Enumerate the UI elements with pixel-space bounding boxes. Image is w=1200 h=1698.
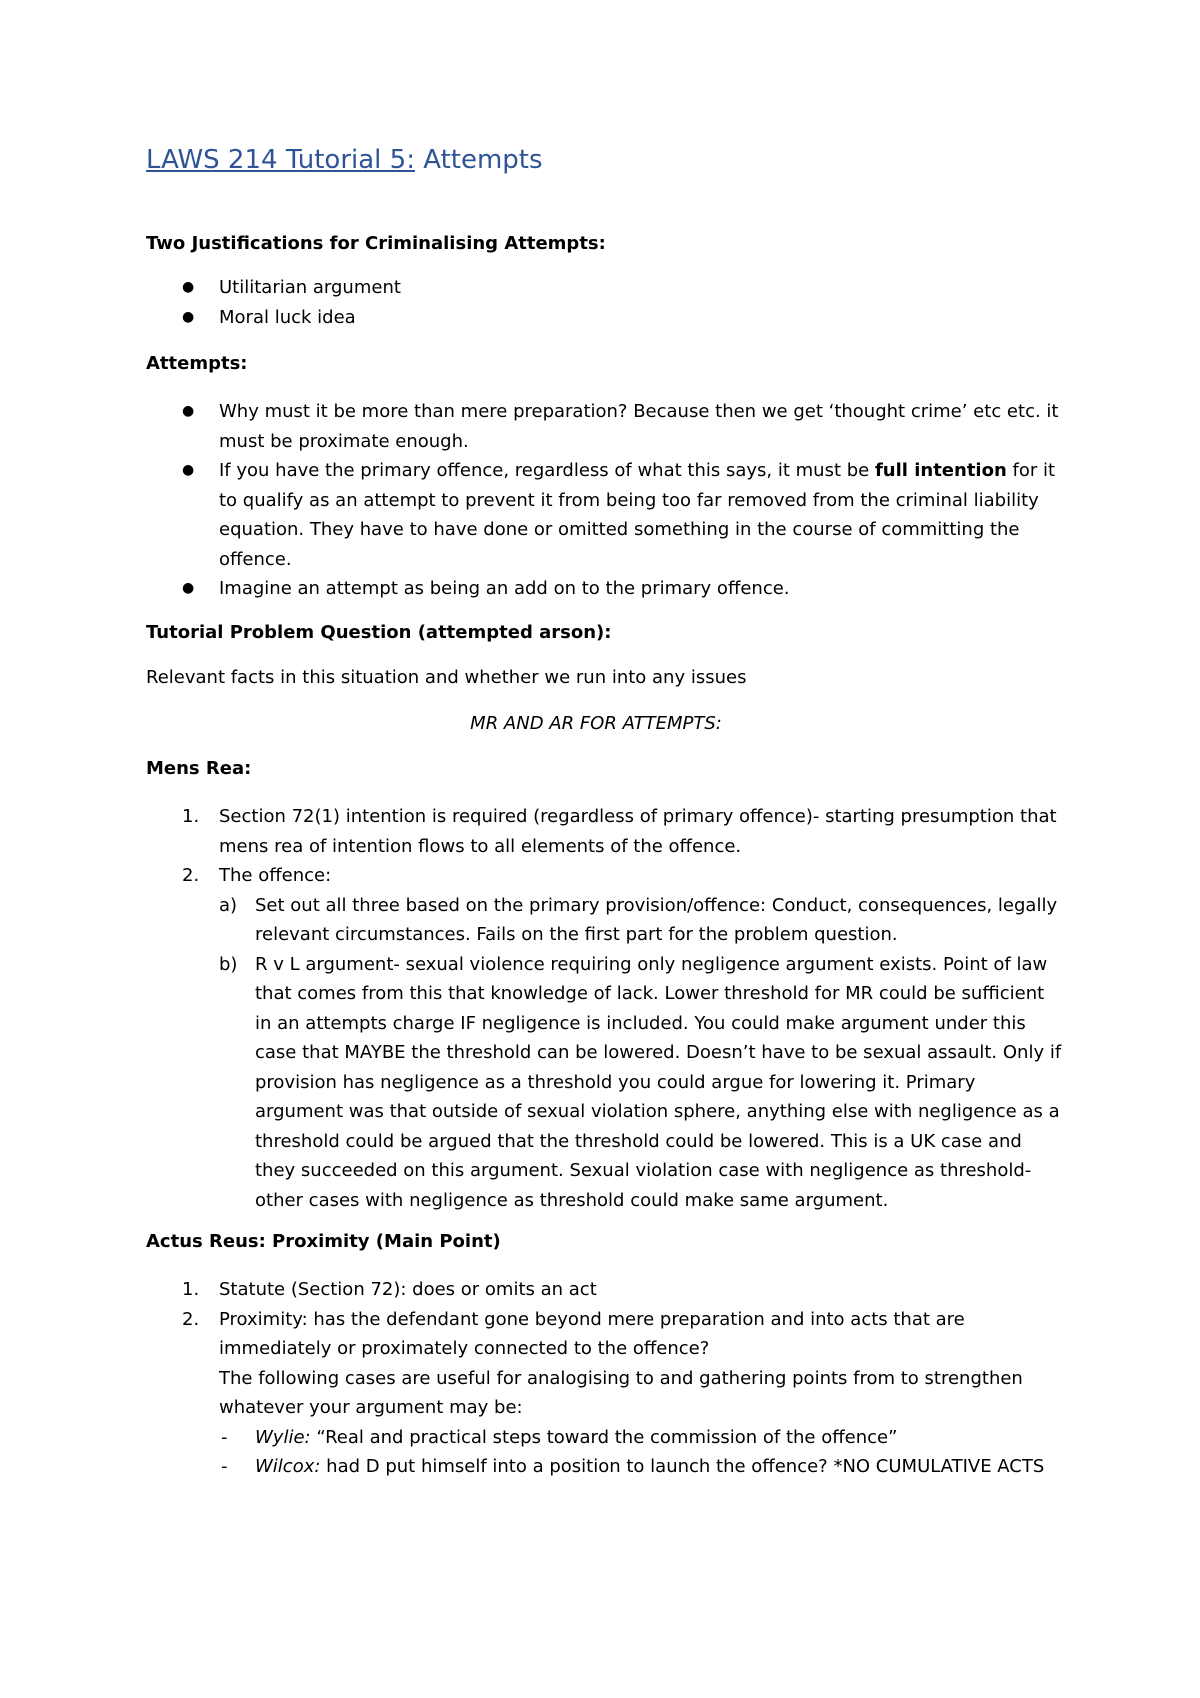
attempts-list	[146, 397, 1066, 604]
attempts-section	[146, 352, 1066, 604]
bullet-icon: ●	[182, 462, 195, 478]
list-item: ● Moral luck idea	[146, 303, 1066, 333]
mens-rea-section	[146, 757, 1066, 1215]
bullet-icon: ●	[182, 580, 195, 596]
actus-reus-list	[146, 1275, 1066, 1482]
attempts-heading: Attempts:	[146, 353, 248, 374]
justifications-heading: Two Justifications for Criminalising Attempts:	[146, 233, 606, 254]
list-item: 2. The offence:	[182, 865, 332, 886]
mrar-section	[146, 712, 1066, 736]
list-item: b) R v L argument- sexual violence requiring only negligence argument exists. Point of law that comes from this that knowledge of lack. Lower threshold for MR could be sufficient in an attempts charge IF negligence is included. You could make argument under this case that MAYBE the threshold can be lowered. Doesn’t have to be sexual assault. Only if provision has negligence as a threshold you could argue for lowering it. Primary argument was that outside of sexual violation sphere, anything else with negligence as a threshold could be argued that the threshold could be lowered. This is a UK case and they succeeded on this argument. Sexual violation case with negligence as threshold- other cases with negligence as threshold could make same argument.	[219, 953, 1062, 1211]
list-item: 2. Proximity: has the defendant gone beyond mere preparation and into acts that are immediately or proximately connected to the offence? The following cases are useful for analogising to and gathering points from to strengthen whatever your argument may be:	[182, 1308, 1023, 1418]
title-rest: Attempts	[414, 145, 543, 175]
bullet-icon: ●	[182, 403, 195, 419]
list-item: ● If you have the primary offence, regardless of what this says, it must be full intention for it to qualify as an attempt to prevent it from being too far removed from the criminal liability equation. They have to have done or omitted something in the course of committing the offence.	[146, 456, 1066, 574]
list-item: 1. Statute (Section 72): does or omits an act	[182, 1279, 597, 1300]
title-underlined: LAWS 214 Tutorial 5:	[146, 145, 415, 175]
page-title	[146, 145, 543, 175]
tutorial-section	[146, 621, 1066, 690]
actus-reus-heading: Actus Reus: Proximity (Main Point)	[146, 1231, 501, 1252]
list-item: - Wilcox: had D put himself into a position to launch the offence? *NO CUMULATIVE ACTS	[221, 1456, 1045, 1477]
list-item: ● Why must it be more than mere preparation? Because then we get ‘thought crime’ etc etc. it must be proximate enough.	[146, 397, 1066, 456]
mens-rea-list	[146, 802, 1066, 1215]
list-item: a) Set out all three based on the primary provision/offence: Conduct, consequences, legally relevant circumstances. Fails on the first part for the problem question.	[219, 894, 1058, 945]
actus-reus-section	[146, 1230, 1066, 1482]
tutorial-text: Relevant facts in this situation and whether we run into any issues	[146, 667, 747, 688]
justifications-list	[146, 273, 1066, 332]
mrar-heading: MR AND AR FOR ATTEMPTS:	[470, 713, 722, 734]
list-item: ● Utilitarian argument	[146, 273, 1066, 303]
mens-rea-heading: Mens Rea:	[146, 758, 252, 779]
bullet-icon: ●	[182, 308, 195, 325]
tutorial-heading: Tutorial Problem Question (attempted arson):	[146, 622, 612, 643]
list-item: - Wylie: “Real and practical steps toward the commission of the offence”	[221, 1426, 898, 1448]
bullet-icon: ●	[182, 279, 195, 295]
list-item: ● Imagine an attempt as being an add on to the primary offence.	[146, 574, 1066, 604]
list-item: 1. Section 72(1) intention is required (regardless of primary offence)- starting presumption that mens rea of intention flows to all elements of the offence.	[182, 806, 1057, 857]
justifications-section	[146, 232, 1066, 332]
